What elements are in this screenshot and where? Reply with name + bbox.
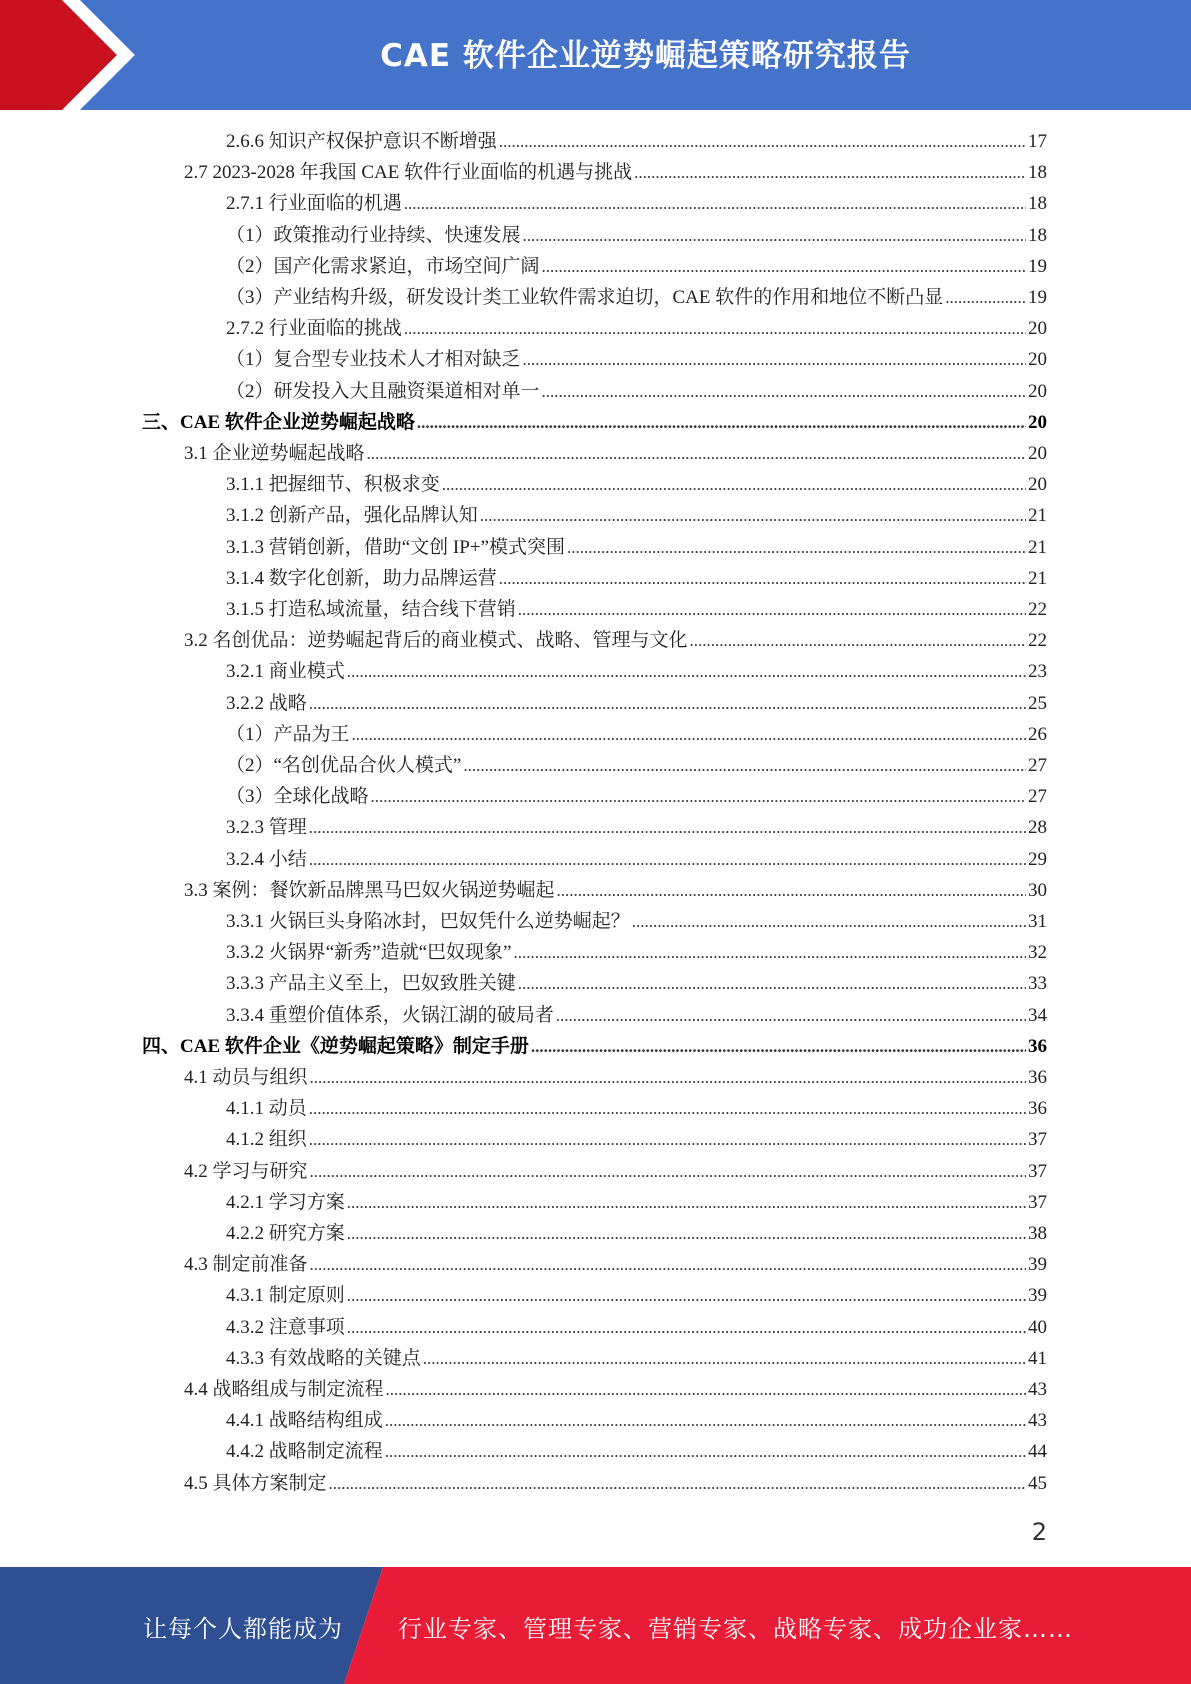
toc-entry-page: 18	[1028, 224, 1047, 246]
toc-entry-page: 32	[1028, 942, 1047, 964]
toc-entry-page: 20	[1028, 349, 1047, 371]
toc-dot-leader	[417, 407, 1026, 438]
toc-dot-leader	[499, 563, 1026, 594]
toc-entry-title: （3）全球化战略	[226, 786, 369, 808]
toc-entry-page: 19	[1028, 287, 1047, 308]
toc-entry-title: 三、CAE 软件企业逆势崛起战略	[142, 411, 415, 433]
toc-entry-title: 3.1.4 数字化创新，助力品牌运营	[226, 567, 497, 589]
toc-entry-title: 3.2 名创优品：逆势崛起背后的商业模式、战略、管理与文化	[184, 630, 688, 652]
toc-dot-leader	[309, 812, 1026, 843]
toc-entry[interactable]	[184, 875, 1047, 906]
toc-entry-page: 44	[1028, 1441, 1047, 1463]
toc-entry-title: 3.2.2 战略	[226, 692, 307, 714]
toc-entry[interactable]	[226, 188, 1047, 219]
toc-dot-leader	[347, 1187, 1026, 1218]
toc-dot-leader	[347, 1280, 1026, 1311]
toc-entry-page: 20	[1028, 318, 1047, 340]
toc-entry-title: 3.2.1 商业模式	[226, 661, 345, 683]
toc-entry-page: 18	[1028, 162, 1047, 184]
toc-dot-leader	[309, 1093, 1026, 1124]
toc-dot-leader	[531, 1031, 1026, 1062]
toc-entry[interactable]	[226, 1093, 1047, 1124]
toc-entry[interactable]	[184, 1062, 1047, 1093]
toc-entry-title: 3.3.2 火锅界“新秀”造就“巴奴现象”	[226, 942, 512, 964]
toc-entry-title: （1）复合型专业技术人才相对缺乏	[226, 349, 521, 371]
toc-entry-page: 36	[1028, 1098, 1047, 1120]
toc-entry[interactable]	[184, 1249, 1047, 1280]
toc-entry-title: 4.2 学习与研究	[184, 1160, 308, 1182]
toc-entry-title: 四、CAE 软件企业《逆势崛起策略》制定手册	[142, 1035, 529, 1057]
toc-dot-leader	[404, 313, 1026, 344]
toc-entry-page: 39	[1028, 1254, 1047, 1276]
toc-dot-leader	[499, 126, 1026, 157]
toc-dot-leader	[309, 844, 1026, 875]
toc-entry-page: 37	[1028, 1191, 1047, 1213]
toc-entry[interactable]	[226, 844, 1047, 875]
toc-entry-title: 3.3.4 重塑价值体系，火锅江湖的破局者	[226, 1004, 554, 1026]
toc-entry-page: 21	[1028, 567, 1047, 589]
report-title: CAE 软件企业逆势崛起策略研究报告	[380, 38, 911, 74]
toc-dot-leader	[632, 906, 1026, 937]
toc-dot-leader	[385, 1405, 1026, 1436]
toc-dot-leader	[542, 376, 1026, 407]
toc-entry[interactable]	[226, 968, 1047, 999]
toc-entry-title: 4.3.1 制定原则	[226, 1285, 345, 1307]
toc-entry[interactable]	[184, 1374, 1047, 1405]
toc-entry[interactable]	[226, 1343, 1047, 1374]
toc-entry[interactable]	[226, 906, 1047, 937]
toc-entry-page: 45	[1028, 1472, 1047, 1494]
toc-dot-leader	[423, 1343, 1026, 1374]
toc-entry[interactable]	[226, 282, 1047, 313]
toc-dot-leader	[523, 220, 1026, 251]
toc-entry-page: 27	[1028, 755, 1047, 776]
toc-entry[interactable]	[142, 407, 1047, 438]
toc-dot-leader	[542, 251, 1026, 282]
toc-entry[interactable]	[226, 1280, 1047, 1311]
page-footer	[0, 1567, 1191, 1684]
toc-entry-page: 25	[1028, 692, 1047, 714]
toc-entry[interactable]	[226, 376, 1047, 407]
toc-dot-leader	[556, 1000, 1026, 1031]
toc-entry-page: 36	[1028, 1067, 1047, 1088]
toc-entry-title: 3.3.3 产品主义至上，巴奴致胜关键	[226, 973, 516, 995]
toc-dot-leader	[386, 1374, 1026, 1405]
toc-dot-leader	[371, 781, 1026, 812]
toc-dot-leader	[347, 1218, 1026, 1249]
toc-dot-leader	[557, 875, 1026, 906]
toc-dot-leader	[463, 750, 1026, 781]
toc-dot-leader	[404, 188, 1026, 219]
toc-entry[interactable]	[226, 1187, 1047, 1218]
toc-entry-title: 2.6.6 知识产权保护意识不断增强	[226, 131, 497, 152]
toc-dot-leader	[309, 688, 1026, 719]
toc-entry[interactable]	[226, 719, 1047, 750]
toc-dot-leader	[690, 625, 1026, 656]
toc-entry[interactable]	[226, 812, 1047, 843]
toc-entry[interactable]	[226, 937, 1047, 968]
toc-entry[interactable]	[142, 1031, 1047, 1062]
toc-entry-page: 22	[1028, 630, 1047, 652]
toc-entry-title: （2）“名创优品合伙人模式”	[226, 755, 462, 776]
toc-entry-title: 3.1.5 打造私域流量，结合线下营销	[226, 599, 516, 620]
toc-entry[interactable]	[184, 1156, 1047, 1187]
toc-entry-page: 21	[1028, 536, 1047, 558]
toc-entry[interactable]	[226, 469, 1047, 500]
toc-entry-title: 4.1.2 组织	[226, 1129, 307, 1151]
toc-entry-page: 20	[1028, 443, 1047, 464]
toc-dot-leader	[567, 532, 1026, 563]
toc-entry[interactable]	[226, 1124, 1047, 1155]
toc-entry-page: 23	[1028, 661, 1047, 683]
toc-entry-title: 4.4.1 战略结构组成	[226, 1410, 383, 1432]
toc-entry[interactable]	[226, 656, 1047, 687]
toc-entry[interactable]	[184, 438, 1047, 469]
toc-entry-title: 4.3.3 有效战略的关键点	[226, 1347, 421, 1369]
toc-entry-page: 43	[1028, 1410, 1047, 1432]
toc-entry-title: 4.2.1 学习方案	[226, 1191, 345, 1213]
toc-entry[interactable]	[226, 594, 1047, 625]
toc-entry-page: 20	[1028, 380, 1047, 402]
page-header	[0, 0, 1191, 110]
toc-entry-title: 4.4 战略组成与制定流程	[184, 1379, 384, 1400]
toc-entry[interactable]	[226, 1218, 1047, 1249]
toc-entry[interactable]	[226, 313, 1047, 344]
toc-entry[interactable]	[226, 781, 1047, 812]
toc-dot-leader	[347, 656, 1026, 687]
toc-dot-leader	[352, 719, 1026, 750]
toc-dot-leader	[513, 937, 1026, 968]
toc-dot-leader	[310, 1156, 1026, 1187]
toc-entry[interactable]	[226, 251, 1047, 282]
toc-dot-leader	[518, 594, 1026, 625]
footer-slogan-right: 行业专家、管理专家、营销专家、战略专家、成功企业家……	[398, 1615, 1073, 1643]
toc-entry-title: 3.3.1 火锅巨头身陷冰封，巴奴凭什么逆势崛起？	[226, 911, 630, 932]
toc-entry-title: 4.2.2 研究方案	[226, 1223, 345, 1244]
toc-entry-page: 38	[1028, 1223, 1047, 1244]
toc-entry-title: 3.1 企业逆势崛起战略	[184, 443, 365, 464]
toc-entry[interactable]	[226, 563, 1047, 594]
toc-entry-page: 30	[1028, 879, 1047, 901]
toc-entry[interactable]	[184, 157, 1047, 188]
toc-entry[interactable]	[226, 500, 1047, 531]
toc-entry-page: 31	[1028, 911, 1047, 932]
toc-entry-page: 41	[1028, 1347, 1047, 1369]
toc-entry[interactable]	[184, 1468, 1047, 1499]
toc-entry-page: 29	[1028, 848, 1047, 870]
toc-dot-leader	[523, 344, 1026, 375]
toc-entry-title: 4.3.2 注意事项	[226, 1316, 345, 1338]
toc-entry[interactable]	[226, 750, 1047, 781]
toc-entry-page: 39	[1028, 1285, 1047, 1307]
toc-dot-leader	[385, 1436, 1026, 1467]
toc-entry-page: 37	[1028, 1129, 1047, 1151]
page-number: 2	[1031, 1518, 1047, 1546]
toc-dot-leader	[347, 1312, 1026, 1343]
toc-entry-page: 22	[1028, 599, 1047, 620]
toc-entry-title: （2）国产化需求紧迫，市场空间广阔	[226, 255, 540, 277]
toc-entry[interactable]	[226, 688, 1047, 719]
toc-entry-title: 4.3 制定前准备	[184, 1254, 308, 1276]
toc-entry[interactable]	[226, 126, 1047, 157]
toc-entry[interactable]	[226, 532, 1047, 563]
toc-entry-page: 28	[1028, 817, 1047, 839]
toc-dot-leader	[442, 469, 1026, 500]
toc-entry-page: 37	[1028, 1160, 1047, 1182]
toc-entry-page: 40	[1028, 1316, 1047, 1338]
toc-dot-leader	[634, 157, 1026, 188]
toc-entry-title: （1）产品为王	[226, 723, 350, 745]
toc-entry-title: 3.2.4 小结	[226, 848, 307, 870]
toc-entry-page: 27	[1028, 786, 1047, 808]
toc-entry-title: 3.2.3 管理	[226, 817, 307, 839]
toc-entry-page: 20	[1028, 474, 1047, 496]
toc-entry[interactable]	[226, 1312, 1047, 1343]
toc-entry-page: 17	[1028, 131, 1047, 152]
toc-entry-title: 3.3 案例：餐饮新品牌黑马巴奴火锅逆势崛起	[184, 879, 555, 901]
toc-entry-page: 21	[1028, 505, 1047, 527]
toc-entry-page: 18	[1028, 193, 1047, 215]
toc-entry-page: 19	[1028, 255, 1047, 277]
toc-entry-title: 3.1.2 创新产品，强化品牌认知	[226, 505, 478, 527]
toc-entry[interactable]	[226, 220, 1047, 251]
toc-entry-title: （2）研发投入大且融资渠道相对单一	[226, 380, 540, 402]
toc-entry-title: 2.7 2023-2028 年我国 CAE 软件行业面临的机遇与挑战	[184, 162, 633, 184]
toc-dot-leader	[945, 282, 1026, 313]
toc-entry[interactable]	[226, 1000, 1047, 1031]
toc-entry-page: 33	[1028, 973, 1047, 995]
toc-dot-leader	[480, 500, 1026, 531]
toc-dot-leader	[329, 1468, 1026, 1499]
toc-entry-title: 4.4.2 战略制定流程	[226, 1441, 383, 1463]
toc-dot-leader	[310, 1249, 1026, 1280]
toc-entry-title: 3.1.1 把握细节、积极求变	[226, 474, 440, 496]
toc-entry[interactable]	[184, 625, 1047, 656]
toc-entry-title: 4.1 动员与组织	[184, 1067, 308, 1088]
toc-entry-page: 34	[1028, 1004, 1047, 1026]
toc-dot-leader	[310, 1062, 1026, 1093]
toc-entry-title: 3.1.3 营销创新，借助“文创 IP+”模式突围	[226, 536, 565, 558]
toc-entry-page: 26	[1028, 723, 1047, 745]
toc-entry-page: 43	[1028, 1379, 1047, 1400]
toc-entry-title: （1）政策推动行业持续、快速发展	[226, 224, 521, 246]
toc-entry-page: 36	[1028, 1035, 1047, 1057]
toc-entry[interactable]	[226, 1405, 1047, 1436]
toc-entry-title: （3）产业结构升级，研发设计类工业软件需求迫切，CAE 软件的作用和地位不断凸显	[226, 287, 944, 308]
toc-dot-leader	[367, 438, 1026, 469]
toc-entry-title: 2.7.1 行业面临的机遇	[226, 193, 402, 215]
toc-entry-page: 20	[1028, 411, 1047, 433]
footer-slogan-left: 让每个人都能成为	[143, 1615, 343, 1643]
toc-dot-leader	[518, 968, 1026, 999]
toc-entry-title: 4.1.1 动员	[226, 1098, 307, 1120]
toc-entry-title: 4.5 具体方案制定	[184, 1472, 327, 1494]
toc-entry[interactable]	[226, 344, 1047, 375]
toc-dot-leader	[309, 1124, 1026, 1155]
toc-entry[interactable]	[226, 1436, 1047, 1467]
toc-entry-title: 2.7.2 行业面临的挑战	[226, 318, 402, 340]
